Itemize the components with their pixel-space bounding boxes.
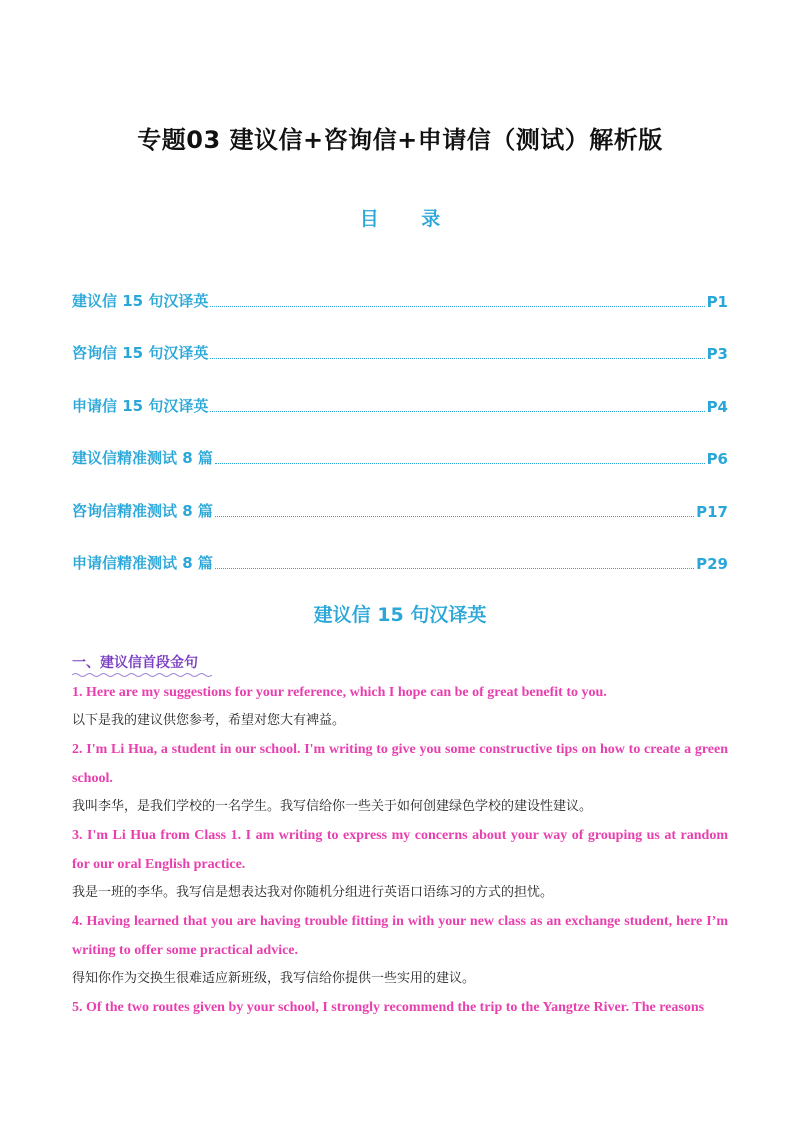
toc-entry-label: 建议信 15 句汉译英 — [72, 291, 209, 310]
toc-entry-page: P3 — [706, 345, 728, 363]
toc-entry-label: 申请信精准测试 8 篇 — [72, 554, 213, 572]
toc-entry-page: P1 — [706, 292, 728, 311]
toc-entry-label: 建议信精准测试 8 篇 — [72, 449, 213, 467]
toc-dot-leader — [215, 516, 694, 517]
toc-entry[interactable] — [72, 468, 728, 521]
toc-entry[interactable] — [72, 311, 728, 364]
chinese-translation: 我叫李华，是我们学校的一名学生。我写信给你一些关于如何创建绿色学校的建设性建议。 — [72, 799, 593, 814]
toc-entry-label: 申请信 15 句汉译英 — [72, 396, 209, 415]
table-of-contents — [72, 258, 728, 573]
toc-entry-page: P6 — [706, 450, 728, 468]
toc-entry-page: P29 — [696, 555, 728, 573]
chinese-translation: 我是一班的李华。我写信是想表达我对你随机分组进行英语口语练习的方式的担忧。 — [72, 885, 554, 900]
english-sentence: 5. Of the two routes given by your school, I strongly recommend the trip to the Yangtze River. The reasons — [72, 1000, 705, 1015]
subsection-heading — [72, 652, 198, 672]
toc-heading: 目 录 — [359, 208, 459, 230]
chinese-translation: 以下是我的建议供您参考，希望对您大有裨益。 — [72, 713, 346, 728]
sentence-list — [72, 678, 728, 1022]
english-sentence: 4. Having learned that you are having trouble fitting in with your new class as an exchange student, here I’m writing to offer some practical advice. — [72, 914, 728, 958]
toc-entry-page: P4 — [706, 397, 728, 416]
toc-entry-label: 咨询信 15 句汉译英 — [72, 344, 209, 362]
toc-dot-leader — [210, 411, 704, 412]
english-sentence: 1. Here are my suggestions for your reference, which I hope can be of great benefit to you. — [72, 685, 607, 700]
toc-dot-leader — [210, 306, 704, 307]
document-title: 专题03 建议信+咨询信+申请信（测试）解析版 — [137, 126, 663, 154]
toc-dot-leader — [215, 568, 694, 569]
toc-entry-label: 咨询信精准测试 8 篇 — [72, 501, 213, 520]
english-sentence: 2. I'm Li Hua, a student in our school. I'm writing to give you some constructive tips on how to create a green school. — [72, 742, 728, 786]
section-heading: 建议信 15 句汉译英 — [313, 604, 487, 626]
toc-entry[interactable] — [72, 416, 728, 469]
toc-dot-leader — [210, 358, 704, 359]
toc-entry[interactable] — [72, 258, 728, 311]
toc-entry[interactable] — [72, 363, 728, 416]
subsection-heading-text: 一、建议信首段金句 — [72, 655, 198, 671]
toc-entry[interactable] — [72, 521, 728, 574]
toc-entry-page: P17 — [696, 502, 728, 521]
english-sentence: 3. I'm Li Hua from Class 1. I am writing to express my concerns about your way of grouping us at random for our oral English practice. — [72, 828, 728, 872]
chinese-translation: 得知你作为交换生很难适应新班级，我写信给你提供一些实用的建议。 — [72, 971, 476, 986]
toc-dot-leader — [215, 463, 705, 464]
